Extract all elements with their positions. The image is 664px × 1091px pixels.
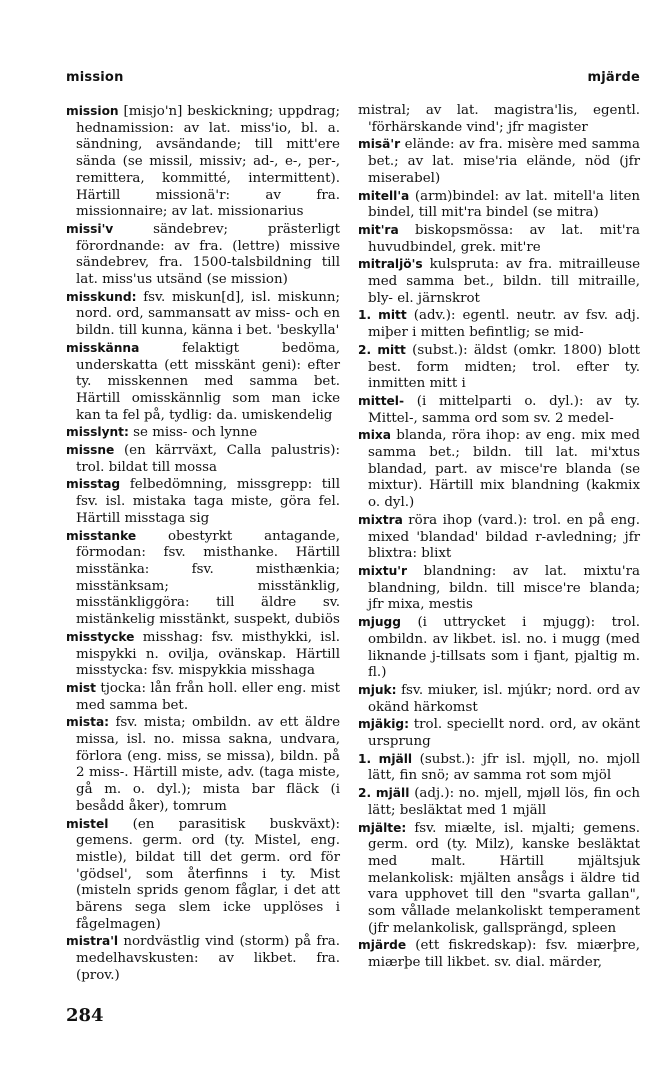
dictionary-entry	[358, 682, 640, 716]
entry-text: tjocka: lån från holl. eller eng. mist med samma bet.	[76, 680, 340, 713]
entry-text: felaktigt bedöma, underskatta (ett misskänt geni): efter ty. misskennen med samma bet. Härtill omisskännlig som man icke kan ta fel på, tydlig: da. umiskendelig	[76, 340, 340, 423]
dictionary-entry	[358, 937, 640, 971]
entry-headword: mjugg	[358, 615, 402, 630]
dictionary-entry	[358, 136, 640, 187]
entry-text: (i mittelparti o. dyl.): av ty. Mittel-, samma ord som sv. 2 medel-	[368, 393, 640, 426]
entry-text: fsv. miuker, isl. mjúkr; nord. ord av okänd härkomst	[368, 682, 640, 715]
entry-headword: 1. mitt	[358, 308, 407, 323]
entry-headword: misstag	[66, 477, 121, 492]
page-number: 284	[66, 1005, 104, 1026]
dictionary-entry	[66, 933, 340, 984]
entry-headword: mjärde	[358, 938, 407, 953]
dictionary-entry	[66, 816, 340, 934]
entry-text: (en parasitisk buskväxt): gemens. germ. ord (ty. Mistel, eng. mistle), bildat till det germ. ord för 'gödsel', som återfinns i ty. Mist (misteln sprids genom fåglar, i det att bärens sega slem icke upplöses i fågelmagen)	[76, 816, 340, 932]
entry-headword: mistel	[66, 816, 109, 831]
entry-headword: mixtu'r	[358, 563, 407, 578]
entry-headword: mitraljö's	[358, 257, 423, 272]
dictionary-entry	[66, 528, 340, 629]
entry-text: (i uttrycket i mjugg): trol. ombildn. av likbet. isl. no. i mugg (med liknande j-tillsats som i fjant, pjaltig m. fl.)	[368, 615, 640, 681]
entry-text: (ett fiskredskap): fsv. miærþre, miærþe till likbet. sv. dial. märder,	[368, 938, 640, 971]
entry-headword: mistra'l	[66, 934, 119, 949]
entry-text: (adj.): no. mjell, mjøll lös, fin och lätt; besläktat med 1 mjäll	[368, 786, 640, 818]
dictionary-entry	[358, 751, 640, 785]
entry-headword: mjälte:	[358, 820, 407, 835]
dictionary-entry	[358, 614, 640, 682]
entry-headword: 2. mjäll	[358, 786, 410, 801]
entry-headword: missne	[66, 443, 115, 458]
entry-headword: 1. mjäll	[358, 751, 413, 766]
dictionary-entry	[358, 307, 640, 341]
dictionary-entry	[66, 714, 340, 815]
entry-text: fsv. miælte, isl. mjalti; gemens. germ. ord (ty. Milz), kanske besläktat med malt. Härtill mjältsjuk melankolisk: mjälten ansågs i äldre tid vara upphovet till den "svarta gallan", som vållade melankoliskt temperament (jfr melankolisk, gallsprängd, spleen	[368, 820, 640, 936]
entry-headword: mission	[66, 104, 119, 118]
dictionary-entry	[358, 427, 640, 512]
entry-text: misshag: fsv. misthykki, isl. mispykki n. ovilja, ovänskap. Härtill misstycka: fsv. mispykkia misshaga	[76, 629, 340, 679]
left-column	[66, 103, 340, 985]
entry-text: röra ihop (vard.): trol. en på eng. mixed 'blandad' bildad r-avledning; jfr blixtra: blixt	[368, 512, 640, 562]
dictionary-entry	[66, 629, 340, 680]
entry-headword: mista:	[66, 715, 110, 730]
dictionary-entry	[66, 476, 340, 527]
dictionary-entry	[358, 512, 640, 563]
entry-text: nordvästlig vind (storm) på fra. medelhavskusten: av likbet. fra. (prov.)	[76, 934, 340, 983]
entry-headword: mitell'a	[358, 188, 410, 203]
entry-headword: mist	[66, 680, 96, 695]
entry-text: (arm)bindel: av lat. mitell'a liten bindel, till mit'ra bindel (se mitra)	[368, 188, 640, 221]
dictionary-entry	[66, 424, 340, 442]
entry-headword: mixtra	[358, 512, 403, 527]
dictionary-entry	[66, 221, 340, 289]
entry-headword: mittel-	[358, 393, 405, 408]
right-column	[358, 103, 640, 972]
running-head-right: mjärde	[587, 70, 640, 85]
dictionary-entry	[358, 103, 640, 136]
dictionary-entry	[358, 785, 640, 819]
entry-text: elände: av fra. misère med samma bet.; av lat. mise'ria elände, nöd (jfr miserabel)	[368, 137, 640, 186]
entry-headword: misstanke	[66, 528, 137, 543]
dictionary-entry	[66, 680, 340, 714]
entry-headword: misstycke	[66, 629, 135, 644]
entry-text: sändebrev; prästerligt förordnande: av fra. (lettre) missive sändebrev, fra. 1500-talsbildning till lat. miss'us utsänd (se mission)	[76, 221, 340, 288]
entry-text: (subst.): jfr isl. mjǫll, no. mjoll lätt, fin snö; av samma rot som mjöl	[368, 751, 640, 784]
entry-text: mistral; av lat. magistra'lis, egentl. 'förhärskande vind'; jfr magister	[358, 103, 640, 135]
entry-text: felbedömning, missgrepp: till fsv. isl. mistaka taga miste, göra fel. Härtill misstaga sig	[76, 477, 340, 526]
dictionary-entry	[358, 222, 640, 256]
entry-text: (subst.): äldst (omkr. 1800) blott best. form midten; trol. efter ty. inmitten mitt i	[368, 342, 640, 392]
dictionary-entry	[358, 820, 640, 938]
entry-text: blandning: av lat. mixtu'ra blandning, bildn. till misce're blanda; jfr mixa, mestis	[368, 563, 640, 613]
dictionary-entry	[358, 342, 640, 393]
entry-text: biskopsmössa: av lat. mit'ra huvudbindel, grek. mit're	[368, 222, 640, 255]
entry-headword: misslynt:	[66, 425, 129, 440]
dictionary-entry	[358, 563, 640, 614]
entry-headword: misskund:	[66, 289, 137, 304]
entry-headword: missi'v	[66, 221, 114, 236]
entry-text: se miss- och lynne	[128, 425, 258, 441]
dictionary-entry	[358, 188, 640, 222]
dictionary-entry	[358, 716, 640, 750]
dictionary-entry	[66, 289, 340, 340]
entry-text: (adv.): egentl. neutr. av fsv. adj. miþer i mitten befintlig; se mid-	[368, 308, 641, 341]
entry-text: kulspruta: av fra. mitrailleuse med samma bet., bildn. till mitraille, bly- el. järnskrot	[368, 257, 640, 306]
entry-headword: mjuk:	[358, 682, 397, 697]
entry-text: trol. speciellt nord. ord, av okänt ursprung	[368, 717, 640, 750]
entry-text: (en kärrväxt, Calla palustris): trol. bildat till mossa	[76, 443, 340, 475]
entry-headword: mjäkig:	[358, 717, 409, 732]
dictionary-entry	[358, 393, 640, 427]
entry-text: fsv. miskun[d], isl. miskunn; nord. ord, sammansatt av miss- och en bildn. till kunna, känna i bet. 'beskylla'	[76, 289, 340, 339]
dictionary-entry	[66, 340, 340, 425]
entry-text: fsv. mista; ombildn. av ett äldre missa, isl. no. missa sakna, undvara, förlora (eng. miss, se missa), bildn. på 2 miss-. Härtill miste, adv. (taga miste, gå m. o. dyl.); mista bar fläck (i besådd åker), tomrum	[76, 715, 340, 814]
entry-headword: misskänna	[66, 340, 140, 355]
entry-text: obestyrkt antagande, förmodan: fsv. misthanke. Härtill misstänka: fsv. misthænkia; misstänksam; misstänklig, misstänkliggöra: till äldre sv. mistänkelig misstänkt, suspekt, dubiös	[76, 528, 340, 628]
dictionary-entry	[66, 103, 340, 221]
dictionary-entry	[358, 256, 640, 307]
running-head-left: mission	[66, 70, 124, 85]
entry-headword: misä'r	[358, 137, 401, 152]
entry-text: blanda, röra ihop: av eng. mix med samma bet.; bildn. till lat. mi'xtus blandad, part. av misce're blanda (se mixtur). Härtill mix blandning (kakmix o. dyl.)	[368, 428, 640, 511]
entry-headword: mit'ra	[358, 222, 399, 237]
entry-text: [misjo'n] beskickning; uppdrag; hednamission: av lat. miss'io, bl. a. sändning, avsändande; till mitt'ere sända (se missil, missiv; ad-, e-, per-, remittera, kommitté, intermittent). Härtill missionä'r: av fra. missionnaire; av lat. missionarius	[76, 104, 340, 220]
entry-headword: 2. mitt	[358, 342, 406, 357]
dictionary-entry	[66, 442, 340, 476]
entry-headword: mixa	[358, 428, 391, 443]
